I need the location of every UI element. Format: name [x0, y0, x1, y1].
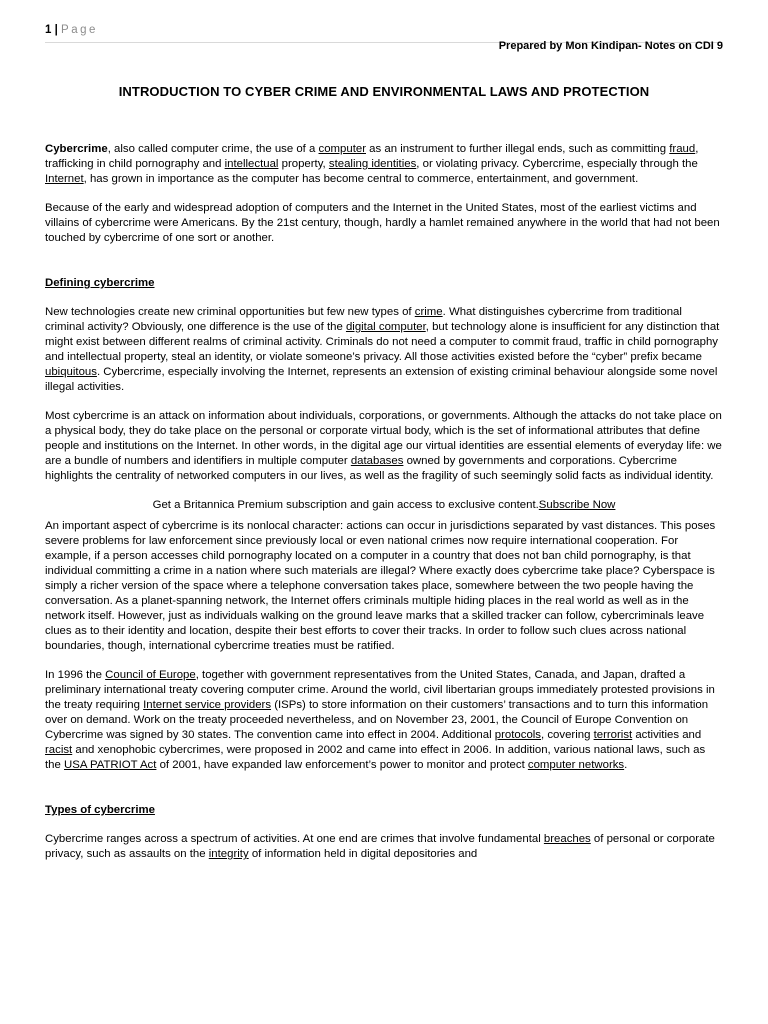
- document-body: [45, 142, 723, 876]
- heading-types-of-cybercrime: Types of cybercrime: [45, 804, 155, 816]
- text: of personal or corporate privacy, such as assaults on the: [45, 833, 715, 860]
- link-integrity[interactable]: integrity: [208, 848, 249, 860]
- term-cybercrime: Cybercrime: [45, 143, 108, 155]
- text: , has grown in importance as the computer has become central to commerce, entertainment, and government.: [83, 173, 639, 185]
- document-title: INTRODUCTION TO CYBER CRIME AND ENVIRONMENTAL LAWS AND PROTECTION: [118, 84, 650, 99]
- paragraph-intro: [45, 142, 723, 187]
- link-stealing-identities[interactable]: stealing identities: [328, 158, 417, 170]
- text: , also called computer crime, the use of a: [107, 143, 319, 155]
- link-terrorist[interactable]: terrorist: [593, 729, 633, 741]
- text: . Cybercrime, especially involving the Internet, represents an extension of existing criminal behaviour alongside some novel illegal activities.: [45, 366, 718, 393]
- promo-line: [45, 498, 723, 513]
- heading-defining-cybercrime: Defining cybercrime: [45, 277, 155, 289]
- link-crime[interactable]: crime: [414, 306, 443, 318]
- link-digital-computer[interactable]: digital computer: [345, 321, 426, 333]
- text: . What distinguishes cybercrime from traditional criminal activity? Obviously, one difference is the use of the: [45, 306, 682, 333]
- text: activities and: [632, 729, 702, 741]
- paragraph-adoption: Because of the early and widespread adoption of computers and the Internet in the United States, most of the earliest victims and villains of cybercrime were Americans. By the 21st century, though, hardly a hamlet remained anywhere in the world that had not been touched by cybercrime of one sort or another.: [45, 202, 720, 244]
- page-label: Page: [61, 24, 98, 36]
- text: , trafficking in child pornography and: [45, 143, 699, 170]
- link-internet-service-providers[interactable]: Internet service providers: [143, 699, 272, 711]
- text: of 2001, have expanded law enforcement’s power to monitor and protect: [156, 759, 528, 771]
- link-council-of-europe[interactable]: Council of Europe: [105, 669, 196, 681]
- text: of information held in digital depositories and: [248, 848, 478, 860]
- text: and xenophobic cybercrimes, were proposed in 2002 and came into effect in 2006. In addition, various national laws, such as the: [45, 744, 706, 771]
- link-racist[interactable]: racist: [45, 744, 73, 756]
- prepared-by: Prepared by Mon Kindipan- Notes on CDI 9: [498, 40, 723, 52]
- text: as an instrument to further illegal ends, such as committing: [366, 143, 670, 155]
- paragraph-new-technologies: [45, 305, 723, 395]
- text: .: [624, 759, 628, 771]
- link-usa-patriot-act[interactable]: USA PATRIOT Act: [64, 759, 157, 771]
- link-breaches[interactable]: breaches: [543, 833, 591, 845]
- text: (ISPs) to store information on their customers’ transactions and to turn this information over on demand. Work on the treaty proceeded nevertheless, and on November 23, 2001, the Council of Europe Convention on Cybercrime was signed by 30 states. The convention came into effect in 2004. Additional: [45, 699, 709, 741]
- text: New technologies create new criminal opportunities but few new types of: [45, 306, 415, 318]
- page-separator: |: [54, 24, 58, 36]
- link-databases[interactable]: databases: [350, 455, 404, 467]
- page-number: 1: [45, 24, 52, 36]
- link-ubiquitous[interactable]: ubiquitous: [45, 366, 97, 378]
- paragraph-information-attack: [45, 409, 723, 484]
- promo-text: Get a Britannica Premium subscription and gain access to exclusive content.: [152, 499, 539, 511]
- link-protocols[interactable]: protocols: [494, 729, 542, 741]
- text: Cybercrime ranges across a spectrum of activities. At one end are crimes that involve fundamental: [45, 833, 544, 845]
- text: In 1996 the: [45, 669, 106, 681]
- text: Most cybercrime is an attack on information about individuals, corporations, or governments. Although the attacks do not take place on a physical body, they do take place on the personal or corporate virtual body, which is the set of informational attributes that define people and institutions on the Internet. In other words, in the digital age our virtual identities are essential elements of everyday life: we are a bundle of numbers and identifiers in multiple computer: [45, 410, 722, 467]
- text: , covering: [541, 729, 594, 741]
- link-fraud[interactable]: fraud: [669, 143, 696, 155]
- paragraph-types: [45, 832, 723, 862]
- link-computer-networks[interactable]: computer networks: [527, 759, 625, 771]
- text: , together with government representatives from the United States, Canada, and Japan, drafted a preliminary international treaty covering computer crime. Around the world, civil libertarian groups immediately protested provisions in the treaty requiring: [45, 669, 715, 711]
- link-internet[interactable]: Internet: [45, 173, 84, 185]
- link-intellectual[interactable]: intellectual: [224, 158, 279, 170]
- paragraph-treaty: [45, 668, 723, 773]
- text: , or violating privacy. Cybercrime, especially through the: [416, 158, 698, 170]
- paragraph-nonlocal: An important aspect of cybercrime is its nonlocal character: actions can occur in jurisdictions separated by vast distances. This poses severe problems for law enforcement since previously local or even national crimes now require international cooperation. For example, if a person accesses child pornography located on a computer in a country that does not ban child pornography, is that individual committing a crime in a nation where such materials are illegal? Where exactly does cybercrime take place? Cyberspace is simply a richer version of the space where a telephone conversation takes place, somewhere between the two people having the conversation. As a planet-spanning network, the Internet offers criminals multiple hiding places in the real world as well as in the network itself. However, just as individuals walking on the ground leave marks that a skilled tracker can follow, cybercriminals leave clues as to their identity and location, despite their best efforts to cover their tracks. In order to follow such clues across national boundaries, though, international cybercrime treaties must be ratified.: [45, 520, 716, 652]
- text: owned by governments and corporations. Cybercrime highlights the centrality of networked computers in our lives, as well as the fragility of such seemingly solid facts as individual identity.: [45, 455, 714, 482]
- text: property,: [278, 158, 329, 170]
- text: , but technology alone is insufficient for any distinction that might exist between different realms of criminal activity. Criminals do not need a computer to commit fraud, traffic in child pornography and intellectual property, steal an identity, or violate someone’s privacy. All those activities existed before the “cyber” prefix became: [45, 321, 720, 363]
- link-computer[interactable]: computer: [318, 143, 366, 155]
- subscribe-now-link[interactable]: Subscribe Now: [538, 499, 616, 511]
